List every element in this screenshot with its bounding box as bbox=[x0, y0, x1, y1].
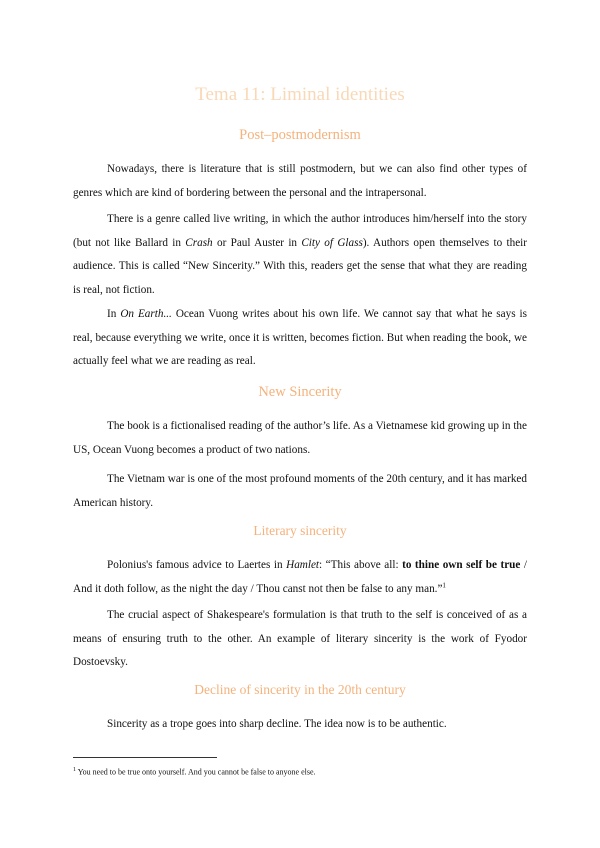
section-heading-literary-sincerity: Literary sincerity bbox=[253, 523, 347, 538]
footnote-mark: 1 bbox=[73, 767, 76, 773]
footnote-divider bbox=[73, 757, 217, 758]
page-title: Tema 11: Liminal identities bbox=[195, 84, 405, 105]
title-on-earth: On Earth... bbox=[120, 308, 172, 320]
paragraph-vietnam-war: The Vietnam war is one of the most profound moments of the 20th century, and it has marked American history. bbox=[73, 473, 527, 509]
footnote-text: You need to be true onto yourself. And you cannot be false to anyone else. bbox=[76, 767, 316, 777]
section-heading-decline-of-sincerity: Decline of sincerity in the 20th century bbox=[194, 682, 406, 697]
paragraph-on-earth: In On Earth... Ocean Vuong writes about his own life. We cannot say that what he says is real, because everything we write, once it is written, becomes fiction. But when reading the book, we actually feel what we are reading as real. bbox=[73, 308, 528, 367]
quote-bold: to thine own self be true bbox=[402, 559, 521, 571]
footnote-reference[interactable]: 1 bbox=[442, 580, 446, 589]
paragraph-live-writing: There is a genre called live writing, in which the author introduces him/herself into the story (but not like Ballard in Crash or Paul Auster in City of Glass). Authors open themselves to their audience. This is called “New Sincerity.” With this, readers get the sense that what they are reading is real, not fiction. bbox=[73, 213, 527, 296]
title-city-of-glass: City of Glass bbox=[301, 236, 363, 249]
section-heading-new-sincerity: New Sincerity bbox=[258, 384, 342, 400]
paragraph-nowadays: Nowadays, there is literature that is still postmodern, but we can also find other types of genres which are kind of bordering between the personal and the intrapersonal. bbox=[73, 163, 527, 199]
title-crash: Crash bbox=[185, 236, 213, 249]
title-hamlet: Hamlet bbox=[286, 559, 320, 571]
footnote bbox=[73, 764, 527, 779]
paragraph-fictionalised-reading: The book is a fictionalised reading of the author’s life. As a Vietnamese kid growing up in the US, Ocean Vuong becomes a product of two nations. bbox=[73, 420, 527, 456]
paragraph-sincerity-decline: Sincerity as a trope goes into sharp decline. The idea now is to be authentic. bbox=[107, 718, 447, 730]
section-heading-post-postmodernism: Post–postmodernism bbox=[239, 127, 361, 143]
paragraph-polonius: Polonius's famous advice to Laertes in Hamlet: “This above all: to thine own self be true / And it doth follow, as the night the day / Thou canst not then be false to any man.”$^1$ bbox=[73, 559, 528, 595]
paragraph-shakespeare: The crucial aspect of Shakespeare's formulation is that truth to the self is conceived of as a means of ensuring truth to the other. An example of literary sincerity is the work of Fyodor Dostoevsky. bbox=[73, 609, 527, 668]
